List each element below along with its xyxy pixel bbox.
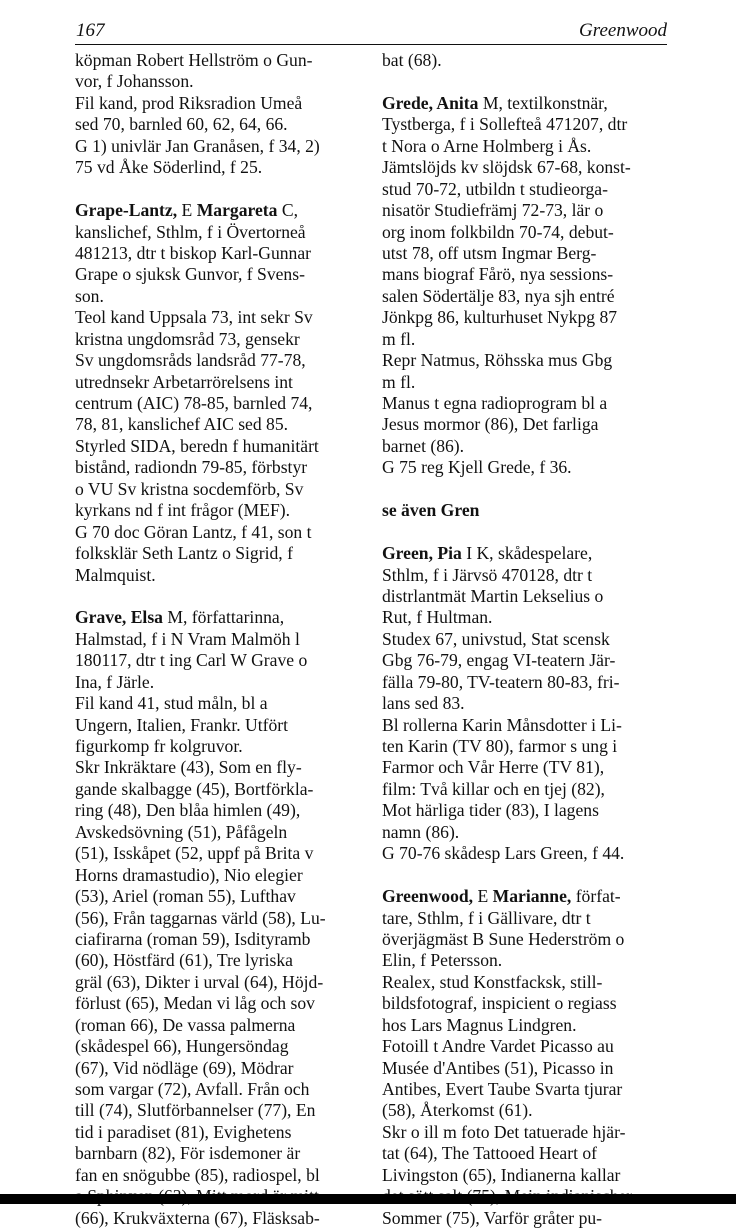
paragraph-gap	[382, 865, 672, 886]
text-line	[382, 329, 672, 350]
entry-name: Green, Pia	[382, 543, 462, 564]
text-line	[75, 243, 365, 264]
text-line	[75, 1058, 365, 1079]
line-text: ten Karin (TV 80), farmor s ung i	[382, 736, 618, 756]
text-line	[75, 479, 365, 500]
text-line	[382, 1015, 672, 1036]
line-text: Skr o ill m foto Det tatuerade hjär-	[382, 1121, 626, 1142]
text-line	[75, 1015, 365, 1036]
line-text: M, textilkonstnär,	[478, 92, 608, 113]
text-line	[75, 1165, 365, 1186]
line-text: Fil kand, prod Riksradion Umeå	[75, 92, 303, 113]
line-text: salen Södertälje 83, nya sjh entré	[382, 285, 615, 306]
line-text: ring (48), Den blåa himlen (49),	[75, 800, 301, 821]
text-line	[382, 243, 672, 264]
line-text: Realex, stud Konstfacksk, still-	[382, 971, 603, 992]
line-text: figurkomp fr kolgruvor.	[75, 736, 243, 756]
text-line	[382, 1143, 672, 1164]
text-line	[75, 607, 365, 628]
line-text: sed 70, barnled 60, 62, 64, 66.	[75, 114, 288, 135]
text-line	[75, 222, 365, 243]
line-text: Fil kand 41, stud måln, bl a	[75, 693, 268, 714]
line-text: Ina, f Järle.	[75, 671, 155, 692]
line-text: G 75 reg Kjell Grede, f 36.	[382, 457, 572, 478]
line-text: G 70-76 skådesp Lars Green, f 44.	[382, 843, 625, 864]
line-text: distrlantmät Martin Lekselius o	[382, 585, 604, 606]
text-line	[75, 372, 365, 393]
line-text: gräl (63), Dikter i urval (64), Höjd-	[75, 971, 324, 992]
text-line	[382, 414, 672, 435]
line-text: namn (86).	[382, 821, 460, 842]
text-line	[75, 715, 365, 736]
text-line	[382, 543, 672, 564]
line-text: fälla 79-80, TV-teatern 80-83, fri-	[382, 671, 620, 692]
line-text: t Nora o Arne Holmberg i Ås.	[382, 135, 592, 156]
page-number: 167	[76, 20, 105, 41]
text-line	[382, 908, 672, 929]
entry-name: Grave, Elsa	[75, 607, 163, 628]
line-text: (53), Ariel (roman 55), Lufthav	[75, 886, 296, 907]
line-text: Jönkpg 86, kulturhuset Nykpg 87	[382, 307, 618, 328]
text-line	[75, 350, 365, 371]
line-text: bildsfotograf, inspicient o regiass	[382, 993, 617, 1014]
text-line	[75, 672, 365, 693]
text-line	[382, 136, 672, 157]
text-line	[75, 157, 365, 178]
text-line	[382, 50, 672, 71]
text-line	[382, 693, 672, 714]
line-text: 481213, dtr t biskop Karl-Gunnar	[75, 242, 312, 263]
line-text: Sthlm, f i Järvsö 470128, dtr t	[382, 564, 593, 585]
line-text: bat (68).	[382, 50, 442, 70]
text-line	[75, 71, 365, 92]
text-line	[75, 200, 365, 221]
text-line	[75, 950, 365, 971]
text-line	[75, 1036, 365, 1057]
line-text: överjägmäst B Sune Hederström o	[382, 928, 625, 949]
text-line	[75, 329, 365, 350]
entry-name: Margareta	[196, 200, 278, 221]
text-line	[382, 500, 672, 521]
line-text: lans sed 83.	[382, 693, 465, 714]
line-text: Jämtslöjds kv slöjdsk 67-68, konst-	[382, 157, 631, 178]
text-line	[75, 929, 365, 950]
right-column	[382, 50, 672, 1229]
line-text: köpman Robert Hellström o Gun-	[75, 50, 313, 70]
text-line	[75, 736, 365, 757]
line-text: (51), Isskåpet (52, uppf på Brita v	[75, 843, 314, 864]
line-text: folksklär Seth Lantz o Sigrid, f	[75, 543, 293, 564]
line-text: mans biograf Fårö, nya sessions-	[382, 264, 614, 285]
line-text: son.	[75, 285, 104, 306]
line-text: barnet (86).	[382, 435, 465, 456]
text-line	[75, 286, 365, 307]
line-text: Sv ungdomsråds landsråd 77-78,	[75, 350, 306, 371]
text-line	[75, 522, 365, 543]
line-text: (67), Vid nödläge (69), Mödrar	[75, 1057, 294, 1078]
text-line	[382, 393, 672, 414]
line-text: som vargar (72), Avfall. Från och	[75, 1079, 310, 1099]
line-text: till (74), Slutförbannelser (77), En	[75, 1100, 316, 1121]
text-line	[75, 543, 365, 564]
line-text: utrednsekr Arbetarrörelsens int	[75, 371, 293, 392]
text-line	[382, 650, 672, 671]
line-text: stud 70-72, utbildn t studieorga-	[382, 178, 608, 199]
left-column	[75, 50, 365, 1229]
line-text: (60), Höstfärd (61), Tre lyriska	[75, 950, 293, 971]
line-text: nisatör Studiefrämj 72-73, lär o	[382, 200, 604, 221]
text-line	[382, 607, 672, 628]
text-line	[382, 372, 672, 393]
text-line	[382, 93, 672, 114]
line-text: Ungern, Italien, Frankr. Utfört	[75, 714, 289, 735]
line-text: kanslichef, Sthlm, f i Övertorneå	[75, 221, 306, 242]
text-line	[75, 565, 365, 586]
text-line	[382, 972, 672, 993]
line-text: ciafirarna (roman 59), Isdityramb	[75, 928, 311, 949]
entry-name: Marianne,	[492, 886, 572, 907]
text-line	[382, 736, 672, 757]
line-text: Malmquist.	[75, 564, 156, 585]
entry-name: Grape-Lantz,	[75, 200, 178, 221]
line-text: Jesus mormor (86), Det farliga	[382, 414, 599, 435]
text-line	[382, 222, 672, 243]
text-line	[382, 179, 672, 200]
line-text: Skr Inkräktare (43), Som en fly-	[75, 757, 302, 778]
text-line	[75, 800, 365, 821]
text-line	[382, 929, 672, 950]
line-text: o VU Sv kristna socdemförb, Sv	[75, 478, 304, 499]
text-line	[382, 157, 672, 178]
paragraph-gap	[382, 71, 672, 92]
line-text: hos Lars Magnus Lindgren.	[382, 1014, 577, 1035]
text-line	[382, 586, 672, 607]
line-text: 78, 81, kanslichef AIC sed 85.	[75, 414, 289, 435]
text-line	[75, 757, 365, 778]
line-text: gande skalbagge (45), Bortförkla-	[75, 778, 314, 799]
line-text: Sommer (75), Varför gråter pu-	[382, 1207, 603, 1228]
line-text: kristna ungdomsråd 73, gensekr	[75, 328, 300, 349]
text-line	[75, 843, 365, 864]
line-text: Elin, f Petersson.	[382, 950, 503, 971]
text-line	[382, 843, 672, 864]
line-text: Teol kand Uppsala 73, int sekr Sv	[75, 307, 313, 328]
entry-name: se även Gren	[382, 500, 480, 521]
text-line	[382, 350, 672, 371]
line-text: Mot härliga tider (83), I lagens	[382, 800, 599, 821]
text-line	[75, 650, 365, 671]
line-text: (skådespel 66), Hungersöndag	[75, 1036, 289, 1057]
line-text: E	[177, 200, 197, 221]
line-text: bistånd, radiondn 79-85, förbstyr	[75, 457, 308, 478]
text-line	[75, 114, 365, 135]
line-text: fan en snögubbe (85), radiospel, bl	[75, 1164, 320, 1185]
text-line	[382, 1122, 672, 1143]
text-line	[75, 865, 365, 886]
line-text: barnbarn (82), För isdemoner är	[75, 1143, 301, 1164]
line-text: Antibes, Evert Taube Svarta tjurar	[382, 1079, 623, 1099]
text-line	[75, 93, 365, 114]
text-line	[75, 693, 365, 714]
text-line	[75, 393, 365, 414]
paragraph-gap	[382, 479, 672, 500]
paragraph-gap	[75, 179, 365, 200]
text-line	[75, 993, 365, 1014]
line-text: Horns dramastudio), Nio elegier	[75, 864, 303, 885]
line-text: org inom folkbildn 70-74, debut-	[382, 221, 614, 242]
text-line	[75, 457, 365, 478]
text-line	[382, 1165, 672, 1186]
text-line	[382, 757, 672, 778]
text-line	[75, 1079, 365, 1100]
line-text: Styrled SIDA, beredn f humanitärt	[75, 435, 319, 456]
paragraph-gap	[75, 586, 365, 607]
line-text: E	[473, 886, 493, 907]
text-line	[382, 779, 672, 800]
text-line	[382, 457, 672, 478]
text-line	[382, 993, 672, 1014]
line-text: M, författarinna,	[162, 607, 285, 628]
line-text: 75 vd Åke Söderlind, f 25.	[75, 157, 263, 178]
line-text: Farmor och Vår Herre (TV 81),	[382, 757, 605, 778]
line-text: Grape o sjuksk Gunvor, f Svens-	[75, 264, 305, 285]
line-text: (roman 66), De vassa palmerna	[75, 1014, 296, 1035]
line-text: Avskedsövning (51), Påfågeln	[75, 821, 288, 842]
text-line	[382, 114, 672, 135]
text-line	[382, 307, 672, 328]
text-line	[382, 565, 672, 586]
text-line	[75, 886, 365, 907]
text-line	[382, 672, 672, 693]
line-text: Manus t egna radioprogram bl a	[382, 393, 608, 413]
text-line	[382, 629, 672, 650]
text-line	[75, 972, 365, 993]
text-line	[382, 950, 672, 971]
line-text: förlust (65), Medan vi låg och sov	[75, 993, 315, 1014]
line-text: Tystberga, f i Sollefteå 471207, dtr	[382, 114, 628, 135]
line-text: tid i paradiset (81), Evighetens	[75, 1121, 292, 1142]
text-line	[382, 264, 672, 285]
line-text: (66), Krukväxterna (67), Fläsksab-	[75, 1207, 320, 1228]
line-text: 180117, dtr t ing Carl W Grave o	[75, 650, 308, 671]
line-text: Bl rollerna Karin Månsdotter i Li-	[382, 714, 622, 735]
text-line	[382, 800, 672, 821]
line-text: (58), Återkomst (61).	[382, 1100, 533, 1121]
line-text: utst 78, off utsm Ingmar Berg-	[382, 242, 597, 263]
text-line	[75, 629, 365, 650]
line-text: C,	[277, 200, 298, 221]
line-text: m fl.	[382, 328, 416, 349]
line-text: (56), Från taggarnas värld (58), Lu-	[75, 907, 326, 928]
entry-name: Grede, Anita	[382, 92, 479, 113]
text-line	[75, 1122, 365, 1143]
text-line	[382, 286, 672, 307]
text-line	[75, 500, 365, 521]
text-line	[382, 715, 672, 736]
text-line	[75, 136, 365, 157]
text-line	[382, 886, 672, 907]
text-line	[382, 1100, 672, 1121]
line-text: tare, Sthlm, f i Gällivare, dtr t	[382, 907, 591, 928]
text-line	[75, 414, 365, 435]
line-text: kyrkans nd f int frågor (MEF).	[75, 500, 290, 521]
line-text: Gbg 76-79, engag VI-teatern Jär-	[382, 650, 616, 671]
text-line	[75, 1208, 365, 1229]
line-text: I K, skådespelare,	[461, 543, 593, 564]
line-text: film: Två killar och en tjej (82),	[382, 778, 605, 799]
line-text: Fotoill t Andre Vardet Picasso au	[382, 1036, 614, 1057]
line-text: G 1) univlär Jan Granåsen, f 34, 2)	[75, 135, 320, 156]
line-text: centrum (AIC) 78-85, barnled 74,	[75, 393, 313, 413]
text-line	[75, 822, 365, 843]
line-text: Repr Natmus, Röhsska mus Gbg	[382, 350, 613, 371]
paragraph-gap	[382, 522, 672, 543]
text-line	[382, 200, 672, 221]
scan-edge-bar	[0, 1194, 736, 1204]
line-text: förfat-	[571, 886, 621, 907]
line-text: m fl.	[382, 371, 416, 392]
text-line	[75, 908, 365, 929]
line-text: G 70 doc Göran Lantz, f 41, son t	[75, 521, 312, 542]
text-line	[75, 436, 365, 457]
text-line	[382, 822, 672, 843]
text-line	[75, 307, 365, 328]
running-header	[75, 18, 667, 45]
text-line	[75, 50, 365, 71]
text-line	[75, 779, 365, 800]
line-text: Livingston (65), Indianerna kallar	[382, 1164, 621, 1185]
text-line	[382, 1058, 672, 1079]
text-line	[75, 1143, 365, 1164]
text-line	[382, 1208, 672, 1229]
line-text: vor, f Johansson.	[75, 71, 194, 92]
text-line	[382, 1036, 672, 1057]
line-text: Musée d'Antibes (51), Picasso in	[382, 1057, 614, 1078]
text-line	[382, 1079, 672, 1100]
running-head: Greenwood	[579, 20, 667, 41]
line-text: Halmstad, f i N Vram Malmöh l	[75, 628, 300, 649]
entry-name: Greenwood,	[382, 886, 474, 907]
line-text: Studex 67, univstud, Stat scensk	[382, 628, 610, 649]
text-line	[75, 1100, 365, 1121]
line-text: Rut, f Hultman.	[382, 607, 493, 628]
line-text: tat (64), The Tattooed Heart of	[382, 1143, 598, 1164]
text-line	[75, 264, 365, 285]
text-line	[382, 436, 672, 457]
